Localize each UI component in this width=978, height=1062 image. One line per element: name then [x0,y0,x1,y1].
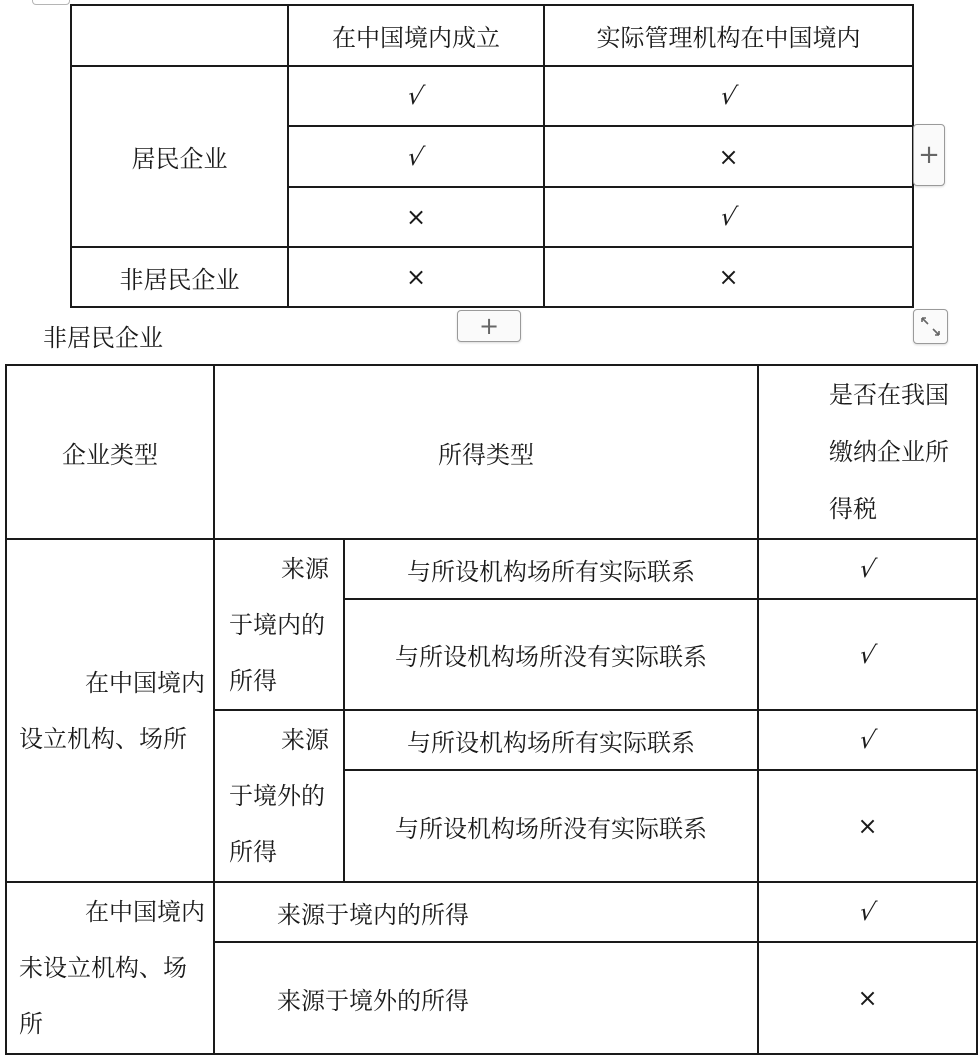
table-row [6,882,977,942]
income-source-cell: 来源于境内的所得 [214,882,758,942]
cross-mark: × [288,187,544,247]
plus-icon: + [478,312,500,340]
income-connection-cell: 与所设机构场所没有实际联系 [344,599,758,710]
cross-mark: × [544,126,913,187]
check-mark: √ [288,66,544,126]
resident-enterprise-label: 居民企业 [71,66,288,247]
group-label-established: 在中国境内 设立机构、场所 [6,539,214,882]
cross-mark: × [288,247,544,307]
previous-table-handle[interactable] [32,0,70,5]
income-source-domestic: 来源 于境内的 所得 [214,539,344,710]
plus-icon: + [918,140,940,170]
group-label-not-established: 在中国境内 未设立机构、场 所 [6,882,214,1054]
income-source-foreign: 来源 于境外的 所得 [214,710,344,882]
income-connection-cell: 与所设机构场所没有实际联系 [344,770,758,882]
check-mark: √ [758,599,977,710]
table-header-cell: 实际管理机构在中国境内 [544,5,913,66]
table-row [6,365,977,539]
table-row [71,247,913,307]
add-row-button[interactable] [457,310,521,342]
check-mark: √ [544,66,913,126]
check-mark: √ [758,882,977,942]
check-mark: √ [544,187,913,247]
table-row [71,66,913,126]
table-row [71,5,913,66]
income-source-cell: 来源于境外的所得 [214,942,758,1054]
table-header-cell: 是否在我国缴纳企业所得税 [758,365,977,539]
table-header-cell [71,5,288,66]
tax-liability-table [5,364,978,1055]
check-mark: √ [288,126,544,187]
table-header-cell: 所得类型 [214,365,758,539]
cross-mark: × [758,942,977,1054]
cross-mark: × [758,770,977,882]
table-header-cell: 在中国境内成立 [288,5,544,66]
cross-mark: × [544,247,913,307]
add-column-button[interactable] [913,124,945,186]
income-connection-cell: 与所设机构场所有实际联系 [344,539,758,599]
table-header-cell: 企业类型 [6,365,214,539]
check-mark: √ [758,539,977,599]
section-label: 非居民企业 [43,324,163,352]
table-row [6,539,977,599]
nonresident-enterprise-label: 非居民企业 [71,247,288,307]
check-mark: √ [758,710,977,770]
residency-table [70,4,914,308]
resize-table-button[interactable] [913,309,948,344]
income-connection-cell: 与所设机构场所有实际联系 [344,710,758,770]
resize-icon [914,310,947,343]
